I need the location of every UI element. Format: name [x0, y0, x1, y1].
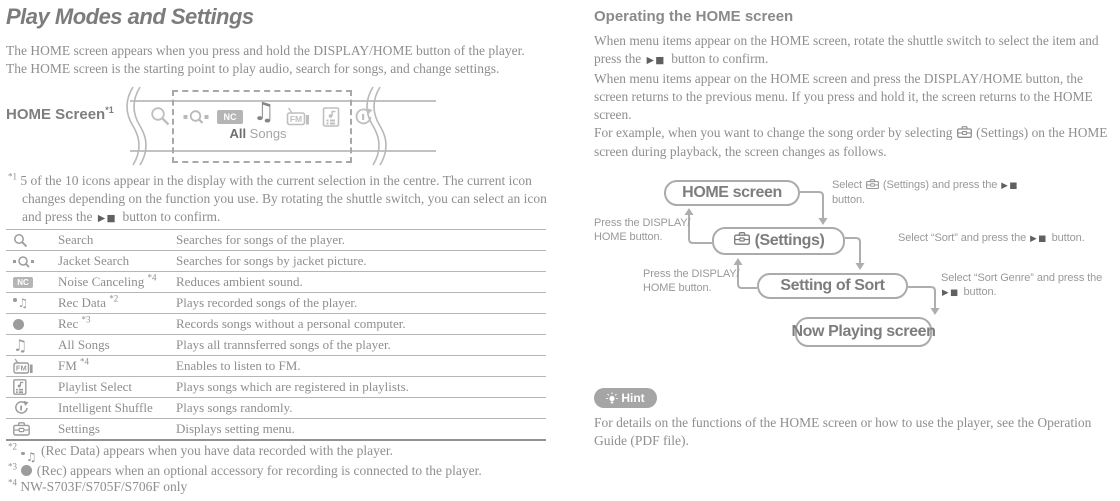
table-row [6, 250, 546, 271]
diagram-label-select-sort-genre: Select “Sort Genre” and press the ▶■ button. [941, 272, 1103, 298]
settings-toolbox-icon [957, 126, 972, 141]
home-icons-table [6, 229, 546, 441]
table-cell-name: Settings [58, 421, 100, 436]
jacket-search-icon [6, 255, 58, 268]
table-cell-desc: Searches for songs of the player. [176, 232, 345, 247]
table-cell-desc: Searches for songs by jacket picture. [176, 253, 367, 268]
table-row [6, 418, 546, 441]
display-break-mark-left [124, 86, 148, 166]
play-stop-button-icon: ▶■ [1001, 181, 1019, 191]
hint-text: For details on the functions of the HOME screen or how to use the player, see the Operation Guide (PDF file). [594, 415, 1092, 448]
hint-badge-label: Hint [621, 391, 645, 405]
footnote-1-marker: *1 [8, 171, 17, 182]
table-row [6, 271, 546, 292]
play-stop-button-icon: ▶■ [942, 287, 960, 298]
table-row [6, 334, 546, 355]
table-cell-name: Playlist Select [58, 379, 133, 394]
table-cell-name: Rec $^{*3}$ [58, 314, 91, 331]
play-stop-button-icon: ▶■ [1030, 234, 1048, 244]
screen-flow-diagram [592, 175, 1116, 353]
table-cell-name: Intelligent Shuffle [58, 400, 153, 415]
diagram-label-press-home-1: Press the DISPLAY/ HOME button. [594, 217, 691, 243]
table-cell-desc: Reduces ambient sound. [176, 274, 303, 289]
diagram-box-setting-of-sort: Setting of Sort [757, 273, 908, 299]
shuffle-icon [353, 107, 373, 132]
table-cell-desc: Records songs without a personal computer. [176, 316, 406, 331]
rec-data-icon: ♫ [21, 451, 36, 463]
paragraph-2: When menu items appear on the HOME screen and press the DISPLAY/HOME button, the screen returns to the previous menu. If you press and hold it, the screen returns to the HOME screen. [594, 71, 1093, 122]
noise-canceling-icon: NC [6, 277, 58, 288]
page-title: Play Modes and Settings [6, 4, 254, 29]
footnote-2: $^{*2}$ ♫ (Rec Data) appears when you have data recorded with the player. [8, 441, 393, 464]
settings-icon [6, 422, 58, 436]
table-cell-name: Search [58, 232, 94, 247]
footnote-1-text-a: 5 of the 10 icons appear in the display with the current selection in the centre. The current icon changes depending on the function you use. By rotating the shuttle switch, you can select an icon and press the [20, 173, 547, 224]
jacket-search-icon [184, 109, 209, 124]
rec-data-icon: ♫ [6, 297, 58, 309]
table-row [6, 313, 546, 334]
selected-item-label-bold: All [229, 126, 247, 141]
rec-icon [6, 319, 58, 330]
svg-text:FM: FM [289, 114, 303, 124]
operating-heading: Operating the HOME screen [594, 8, 794, 25]
paragraph-3: For example, when you want to change the song order by selecting (Settings) on the HOME screen during playback, the screen changes as follows. [594, 125, 1108, 159]
fm-icon [6, 358, 58, 374]
search-icon [6, 233, 58, 248]
diagram-label-press-home-2: Press the DISPLAY/ HOME button. [643, 268, 740, 294]
paragraph-1: When menu items appear on the HOME screen, rotate the shuttle switch to select the item and press the ▶■ button to confirm. [594, 33, 1099, 66]
lightbulb-icon [606, 392, 618, 405]
selected-item-label-rest: Songs [246, 126, 287, 141]
table-cell-desc: Plays all trannsferred songs of the player. [176, 337, 391, 352]
svg-text:FM: FM [15, 363, 27, 373]
table-cell-name: Noise Canceling $^{*4}$ [58, 272, 157, 289]
play-stop-button-icon: ▶■ [97, 213, 118, 224]
shuffle-icon [6, 400, 58, 416]
footnotes-block [8, 443, 548, 496]
home-screen-illustration [118, 84, 448, 168]
home-screen-heading [6, 106, 114, 123]
footnote-1 [8, 172, 554, 228]
settings-toolbox-icon [866, 180, 879, 192]
table-row [6, 355, 546, 376]
settings-toolbox-icon [734, 232, 750, 250]
diagram-box-settings: (Settings) [712, 227, 845, 255]
diagram-label-select-sort: Select “Sort” and press the ▶■ button. [898, 232, 1085, 244]
search-icon [150, 106, 170, 131]
table-cell-desc: Plays songs which are registered in playlists. [176, 379, 409, 394]
noise-canceling-icon: NC [217, 110, 243, 124]
table-row [6, 397, 546, 418]
all-songs-icon: ♫ [252, 97, 276, 126]
table-cell-name: Jacket Search [58, 253, 130, 268]
footnote-1-text-b: button to confirm. [119, 209, 221, 224]
rec-icon [21, 465, 32, 476]
operating-paragraphs [594, 32, 1118, 161]
playlist-icon [323, 107, 340, 132]
table-row [6, 376, 546, 397]
table-row [6, 229, 546, 250]
home-screen-footnote-marker: *1 [105, 105, 114, 115]
all-songs-icon: ♫ [13, 335, 28, 355]
play-stop-button-icon: ▶■ [646, 55, 666, 66]
table-cell-desc: Enables to listen to FM. [176, 358, 301, 373]
table-cell-name: Rec Data $^{*2}$ [58, 293, 119, 310]
home-screen-heading-text: HOME Screen [6, 106, 106, 123]
intro-paragraph: The HOME screen appears when you press and hold the DISPLAY/HOME button of the player. The HOME screen is the starting point to play audio, search for songs, and change settings. [6, 43, 525, 76]
table-cell-desc: Plays recorded songs of the player. [176, 295, 358, 310]
footnote-4: $^{*4}$ NW-S703F/S705F/S706F only [8, 477, 188, 494]
hint-badge [594, 388, 657, 408]
playlist-icon [6, 379, 58, 395]
diagram-label-select-settings: Select (Settings) and press the ▶■ button. [832, 179, 1019, 206]
table-cell-desc: Displays setting menu. [176, 421, 295, 436]
fm-icon [286, 107, 310, 131]
diagram-box-home-screen: HOME screen [664, 180, 800, 206]
diagram-box-now-playing: Now Playing screen [795, 317, 932, 347]
table-cell-desc: Plays songs randomly. [176, 400, 293, 415]
selected-item-label [229, 126, 286, 141]
table-cell-name: FM $^{*4}$ [58, 356, 90, 373]
footnote-3: $^{*3}$ (Rec) appears when an optional accessory for recording is connected to the player. [8, 461, 482, 478]
table-row [6, 292, 546, 313]
table-cell-name: All Songs [58, 337, 110, 352]
